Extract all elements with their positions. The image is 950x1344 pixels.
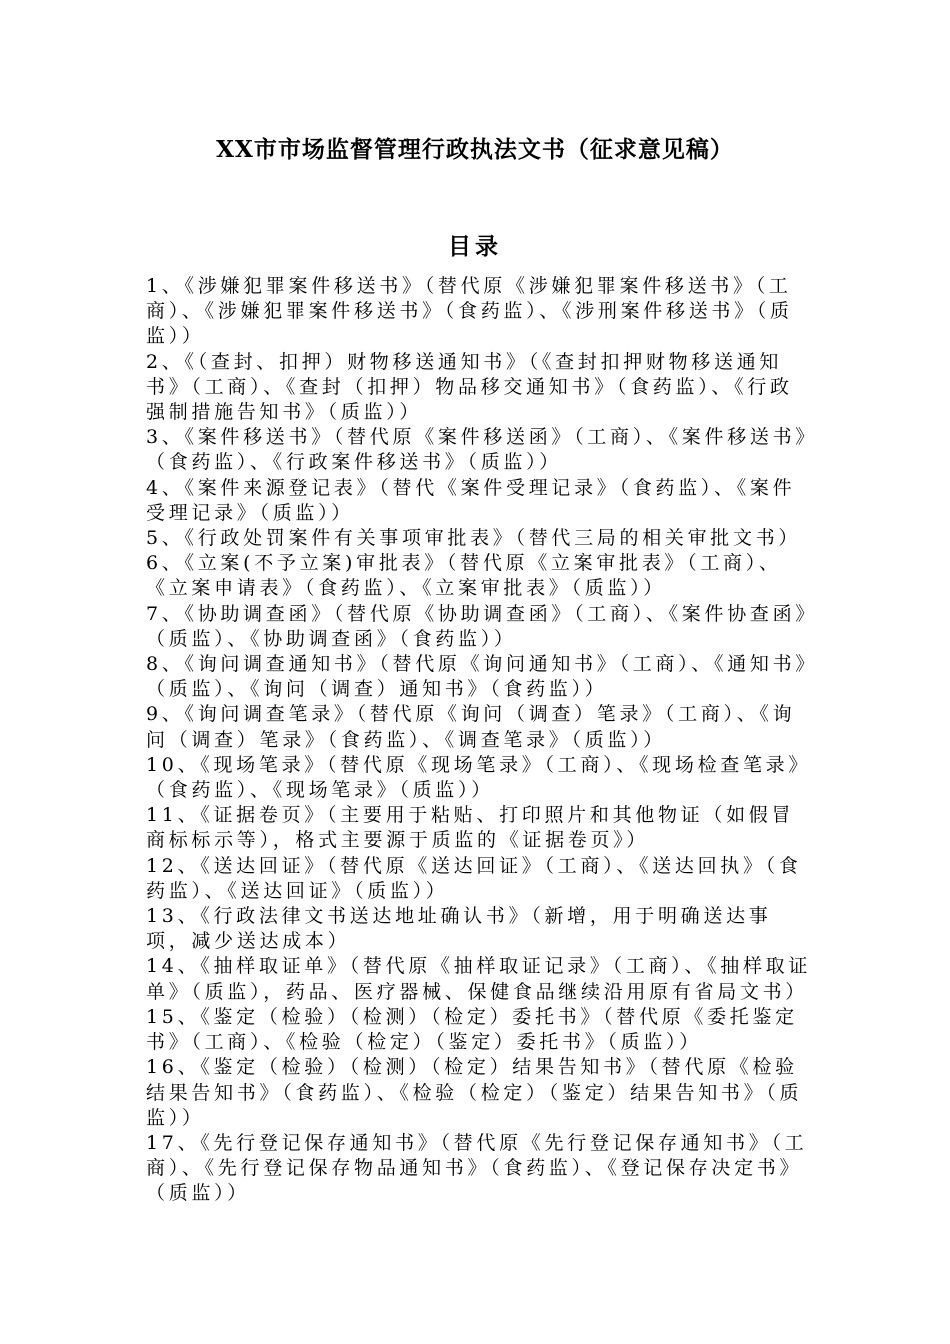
toc-item: 7、《协助调查函》（替代原《协助调查函》（工商）、《案件协查函》（质监）、《协助调查函》（食药监））	[146, 602, 809, 650]
document-title: XX市市场监督管理行政执法文书（征求意见稿）	[216, 136, 734, 163]
toc-item: 4、《案件来源登记表》（替代《案件受理记录》（食药监）、《案件受理记录》（质监））	[146, 476, 796, 524]
toc-item: 16、《鉴定（检验）（检测）（检定）结果告知书》（替代原《检验结果告知书》（食药监）、《检验（检定）（鉴定）结果告知书》（质监））	[146, 1056, 803, 1129]
toc-item: 10、《现场笔录》（替代原《现场笔录》（工商）、《现场检查笔录》（食药监）、《现场笔录》（质监））	[146, 753, 812, 802]
toc-item: 5、《行政处罚案件有关事项审批表》（替代三局的相关审批文书）	[146, 527, 802, 550]
table-of-contents	[146, 274, 814, 1207]
toc-item: 13、《行政法律文书送达地址确认书》（新增，用于明确送达事项，减少送达成本）	[146, 905, 772, 953]
toc-item: 6、《立案(不予立案)审批表》（替代原《立案审批表》（工商）、《立案申请表》（食药监）、《立案审批表》（质监））	[146, 552, 782, 600]
toc-item: 9、《询问调查笔录》（替代原《询问（调查）笔录》（工商）、《询问（调查）笔录》（食药监）、《调查笔录》（质监））	[146, 703, 796, 751]
toc-item: 14、《抽样取证单》（替代原《抽样取证记录》（工商）、《抽样取证单》（质监），药品、医疗器械、保健食品继续沿用原有省局文书）	[146, 955, 812, 1003]
toc-item: 2、《（查封、扣押）财物移送通知书》（《查封扣押财物移送通知书》（工商）、《查封（扣押）物品移交通知书》（食药监）、《行政强制措施告知书》（质监））	[146, 350, 793, 424]
toc-item: 15、《鉴定（检验）（检测）（检定）委托书》（替代原《委托鉴定书》（工商）、《检验（检定）（鉴定）委托书》（质监））	[146, 1005, 798, 1054]
toc-item: 3、《案件移送书》（替代原《案件移送函》（工商）、《案件移送书》（食药监）、《行政案件移送书》（质监））	[146, 426, 809, 474]
toc-heading: 目录	[448, 233, 502, 260]
toc-item: 11、《证据卷页》（主要用于粘贴、打印照片和其他物证（如假冒商标标示等），格式主要源于质监的《证据卷页》）	[146, 804, 795, 852]
toc-item: 8、《询问调查通知书》（替代原《询问通知书》（工商）、《通知书》（质监）、《询问（调查）通知书》（食药监））	[146, 653, 809, 701]
toc-item: 12、《送达回证》（替代原《送达回证》（工商）、《送达回执》（食药监）、《送达回证》（质监））	[146, 854, 802, 902]
toc-item: 1、《涉嫌犯罪案件移送书》（替代原《涉嫌犯罪案件移送书》（工商）、《涉嫌犯罪案件移送书》（食药监）、《涉刑案件移送书》（质监））	[146, 275, 793, 348]
toc-item: 17、《先行登记保存通知书》（替代原《先行登记保存通知书》（工商）、《先行登记保存物品通知书》（食药监）、《登记保存决定书》（质监））	[146, 1131, 808, 1205]
